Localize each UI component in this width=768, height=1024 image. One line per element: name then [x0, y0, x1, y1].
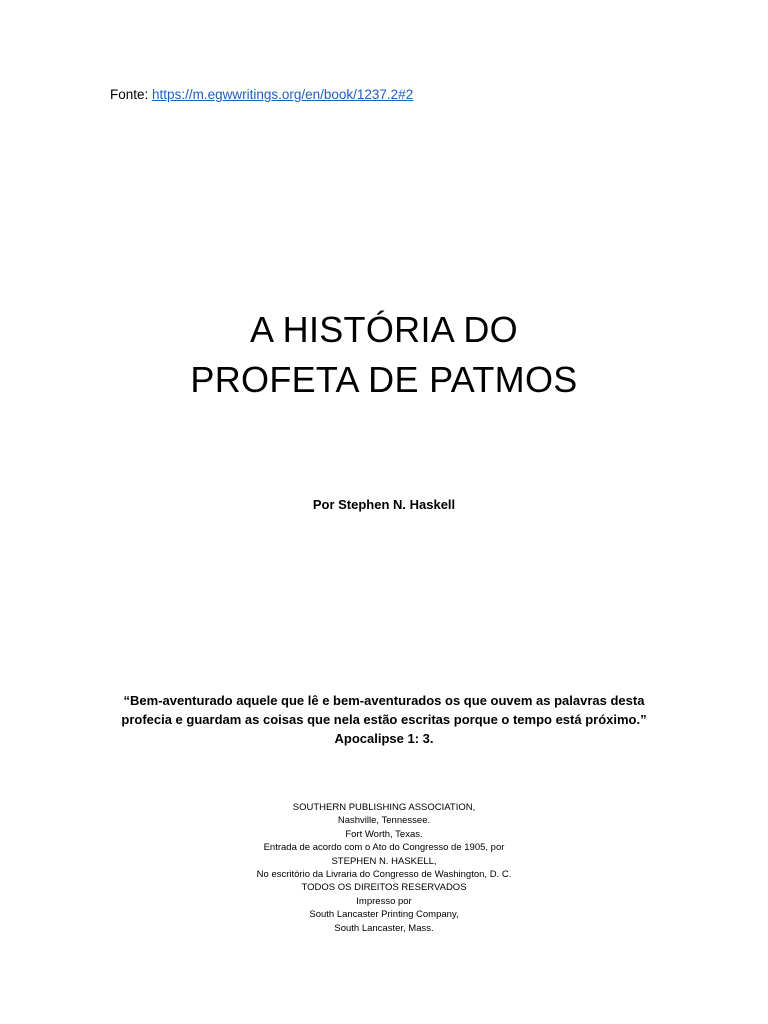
imprint-line: Fort Worth, Texas. [345, 828, 423, 840]
title-line-1: A HISTÓRIA DO [250, 309, 518, 350]
source-line [110, 86, 413, 104]
imprint-line: Entrada de acordo com o Ato do Congresso de 1905, por [263, 842, 505, 854]
imprint-line: South Lancaster Printing Company, [309, 909, 459, 921]
quote-line-2: profecia e guardam as coisas que nela estão escritas porque o tempo está próximo.” [121, 712, 647, 727]
source-link[interactable]: https://m.egwwritings.org/en/book/1237.2#2 [152, 87, 414, 102]
imprint-line: No escritório da Livraria do Congresso de Washington, D. C. [256, 869, 512, 881]
title-line-2: PROFETA DE PATMOS [190, 359, 578, 400]
imprint-block [0, 801, 768, 935]
imprint-line: Nashville, Tennessee. [337, 815, 431, 827]
page-title [0, 305, 768, 405]
imprint-line: Impresso por [356, 895, 412, 907]
quote-reference: Apocalipse 1: 3. [334, 731, 434, 746]
imprint-line: South Lancaster, Mass. [334, 922, 434, 934]
imprint-line: SOUTHERN PUBLISHING ASSOCIATION, [292, 802, 476, 813]
source-label: Fonte: [110, 87, 149, 102]
epigraph-quote [0, 691, 768, 748]
author-credit: Por Stephen N. Haskell [312, 497, 456, 512]
imprint-line: STEPHEN N. HASKELL, [331, 855, 437, 867]
quote-line-1: “Bem-aventurado aquele que lê e bem-aventurados os que ouvem as palavras desta [123, 693, 645, 708]
imprint-line: TODOS OS DIREITOS RESERVADOS [301, 882, 467, 894]
